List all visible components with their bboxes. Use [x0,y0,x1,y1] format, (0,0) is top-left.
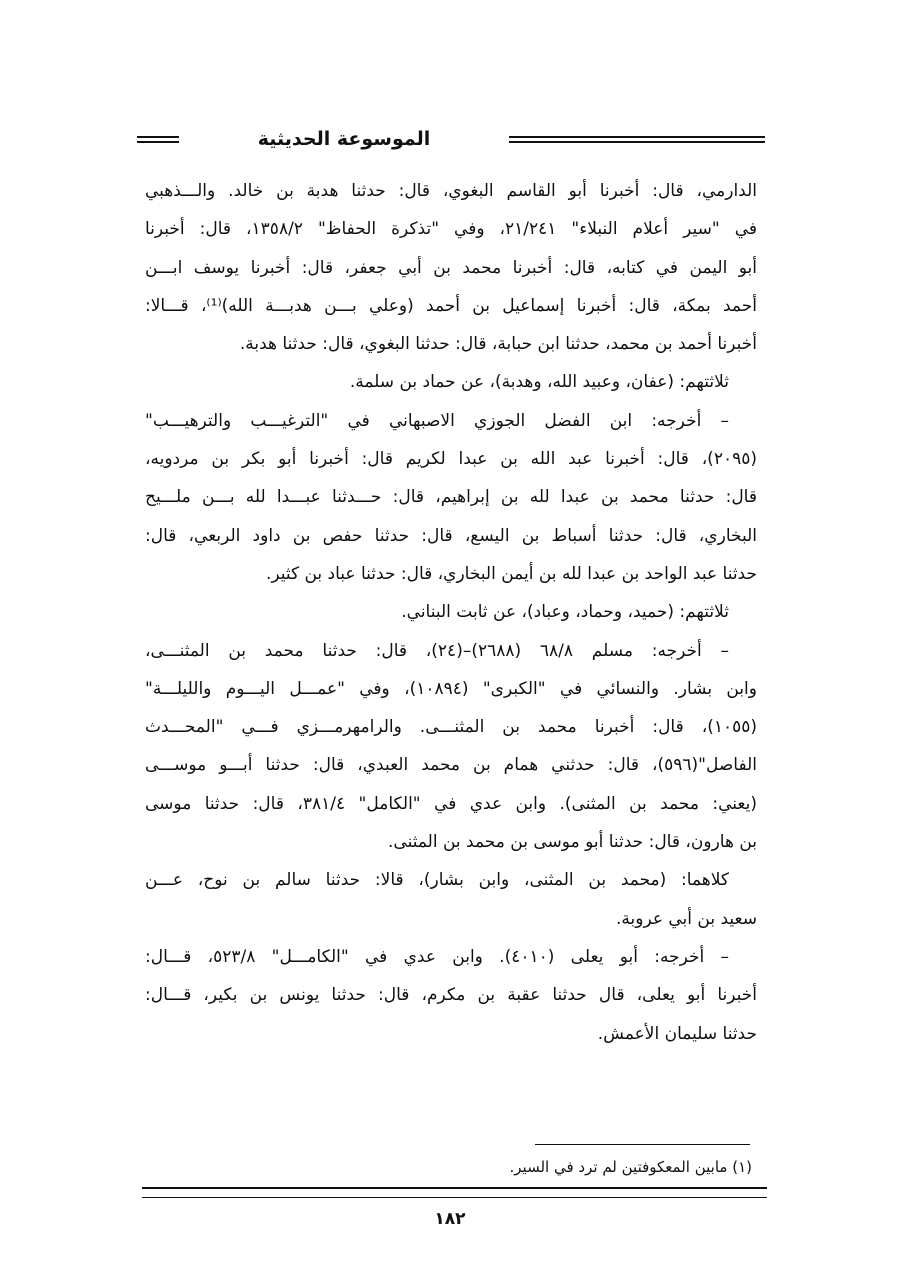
header-rule-right [509,136,765,143]
text-line: حدثنا سليمان الأعمش. [597,1023,757,1044]
text-line: – أخرجه: ابن الفضل الجوزي الاصبهاني في "الترغيـــب والترهيـــب" [145,410,729,431]
running-header [137,126,765,156]
text-line: الفاصل"(٥٩٦)، قال: حدثني همام بن محمد العبدي، قال: حدثنا أبـــو موســـى [145,755,757,776]
text-line: أخبرنا أحمد بن محمد، حدثنا ابن حبابة، قال: حدثنا البغوي، قال: حدثنا هدبة. [239,334,757,355]
text-line: – أخرجه: مسلم ٦٨/٨ (٢٦٨٨)–(٢٤)، قال: حدثنا محمد بن المثنـــى، [145,640,729,661]
header-rule-left [137,136,179,143]
footnote: (١) مابين المعكوفتين لم ترد في السير. [509,1158,752,1176]
text-line: ثلاثتهم: (عفان، وعبيد الله، وهدبة)، عن حماد بن سلمة. [349,372,729,393]
text-line: الدارمي، قال: أخبرنا أبو القاسم البغوي، قال: حدثنا هدبة بن خالد. والـــذهبي [145,181,757,201]
text-line: (٢٠٩٥)، قال: أخبرنا عبد الله بن عبدا لكريم قال: أخبرنا أبو بكر بن مردويه، [145,449,757,470]
text-line: أحمد بمكة، قال: أخبرنا إسماعيل بن أحمد (وعلي بـــن هدبـــة الله)⁽¹⁾، قـــالا: [145,295,757,316]
text-line: ثلاثتهم: (حميد، وحماد، وعباد)، عن ثابت البناني. [401,602,729,623]
text-line: سعيد بن أبي عروبة. [616,908,757,929]
footnote-separator [535,1144,750,1145]
text-line: أبو اليمن في كتابه، قال: أخبرنا محمد بن أبي جعفر، قال: أخبرنا يوسف ابـــن [145,257,757,278]
text-line: حدثنا عبد الواحد بن عبدا لله بن أيمن البخاري، قال: حدثنا عباد بن كثير. [265,563,757,584]
text-line: كلاهما: (محمد بن المثنى، وابن بشار)، قالا: حدثنا سالم بن نوح، عـــن [145,870,729,891]
text-line: قال: حدثنا محمد بن عبدا لله بن إبراهيم، قال: حـــدثنا عبـــدا لله بـــن ملـــيح [145,487,757,508]
text-line: وابن بشار. والنسائي في "الكبرى" (١٠٨٩٤)، وفي "عمـــل اليـــوم والليلـــة" [145,678,757,699]
text-line: البخاري، قال: حدثنا أسباط بن اليسع، قال: حدثنا حفص بن داود الربعي، قال: [145,525,757,546]
footer-rule [142,1187,767,1198]
text-line: بن هارون، قال: حدثنا أبو موسى بن محمد بن المثنى. [388,832,757,853]
text-line: – أخرجه: أبو يعلى (٤٠١٠). وابن عدي في "الكامـــل" ٥٢٣/٨، قـــال: [145,946,729,967]
main-text [145,172,757,1053]
text-line: في "سير أعلام النبلاء" ٢١/٢٤١، وفي "تذكرة الحفاظ" ١٣٥٨/٢، قال: أخبرنا [145,219,757,240]
header-title: الموسوعة الحديثية [257,128,431,150]
text-line: (١٠٥٥)، قال: أخبرنا محمد بن المثنـــى. والرامهرمـــزي فـــي "المحـــدث [145,717,757,738]
page-number: ١٨٢ [434,1209,466,1229]
text-line: أخبرنا أبو يعلى، قال حدثنا عقبة بن مكرم، قال: حدثنا يونس بن بكير، قـــال: [145,985,757,1006]
text-line: (يعني: محمد بن المثنى). وابن عدي في "الكامل" ٣٨١/٤، قال: حدثنا موسى [145,793,757,814]
